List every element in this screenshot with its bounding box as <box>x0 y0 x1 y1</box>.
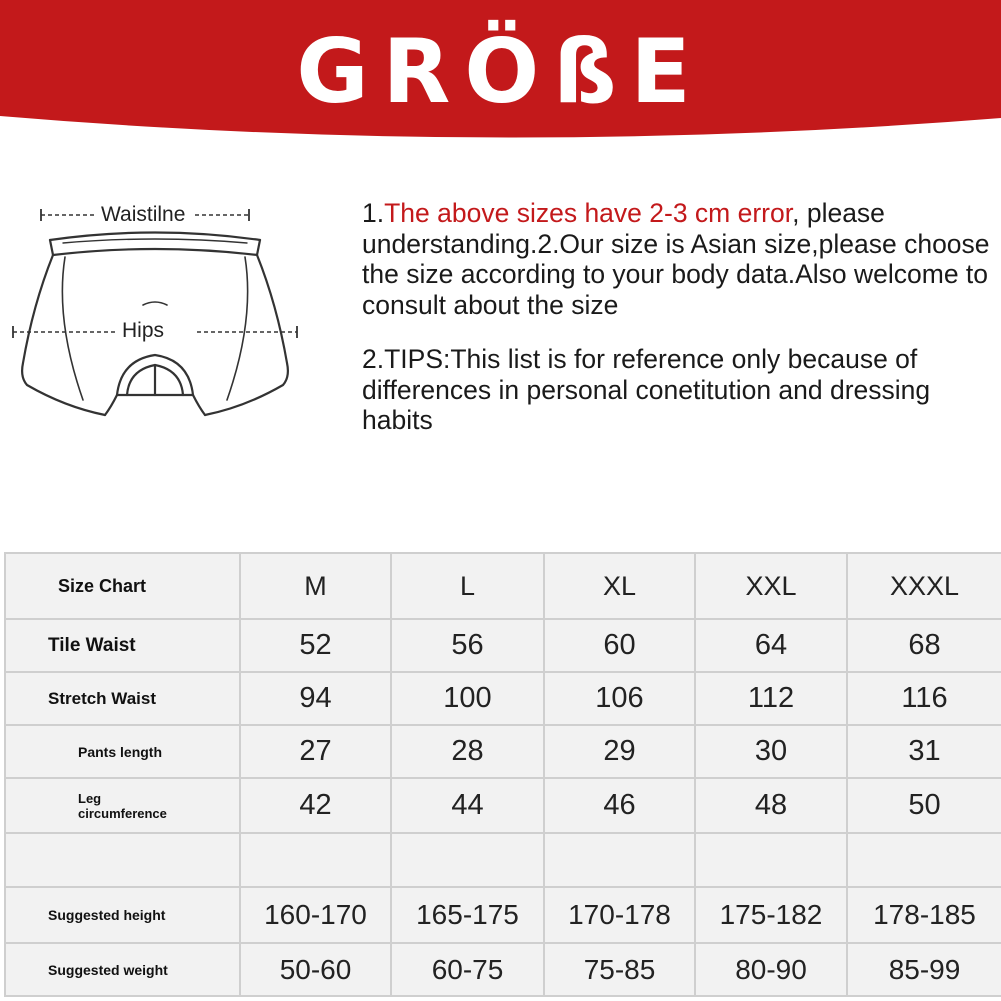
size-chart-table <box>4 552 1001 997</box>
size-header: L <box>391 553 544 619</box>
table-cell: 50 <box>847 778 1001 833</box>
size-header: XL <box>544 553 695 619</box>
table-cell: 52 <box>240 619 391 672</box>
table-cell: 29 <box>544 725 695 778</box>
note-1-rest: , please understanding.2.Our size is Asian size,please choose the size according to your body data.Also welcome to consult about the size <box>362 198 990 320</box>
table-cell: 27 <box>240 725 391 778</box>
empty-cell <box>5 833 240 887</box>
table-row-empty <box>5 833 1001 887</box>
shorts-diagram <box>5 195 305 445</box>
table-row <box>5 943 1001 996</box>
table-cell: 31 <box>847 725 1001 778</box>
table-cell: 94 <box>240 672 391 725</box>
table-cell: 56 <box>391 619 544 672</box>
table-cell: 44 <box>391 778 544 833</box>
row-label-leg-circumference <box>5 778 240 833</box>
empty-cell <box>847 833 1001 887</box>
table-cell: 68 <box>847 619 1001 672</box>
size-notes <box>362 198 992 436</box>
table-cell: 50-60 <box>240 943 391 996</box>
table-cell: 30 <box>695 725 847 778</box>
table-cell: 85-99 <box>847 943 1001 996</box>
table-cell: 48 <box>695 778 847 833</box>
table-cell: 100 <box>391 672 544 725</box>
hips-label: Hips <box>122 319 165 342</box>
table-cell: 60 <box>544 619 695 672</box>
table-cell: 75-85 <box>544 943 695 996</box>
table-row <box>5 672 1001 725</box>
table-row <box>5 778 1001 833</box>
table-row <box>5 619 1001 672</box>
table-cell: 106 <box>544 672 695 725</box>
empty-cell <box>391 833 544 887</box>
row-label-tile-waist: Tile Waist <box>5 619 240 672</box>
row-label-stretch-waist: Stretch Waist <box>5 672 240 725</box>
table-cell: 64 <box>695 619 847 672</box>
size-header: XXL <box>695 553 847 619</box>
table-cell: 170-178 <box>544 887 695 943</box>
title-banner <box>0 0 1001 150</box>
table-cell: 46 <box>544 778 695 833</box>
note-2-tips: 2.TIPS:This list is for reference only because of differences in personal conetitution and dressing habits <box>362 344 931 435</box>
table-cell: 60-75 <box>391 943 544 996</box>
table-cell: 28 <box>391 725 544 778</box>
table-cell: 178-185 <box>847 887 1001 943</box>
row-label-suggested-height: Suggested height <box>5 887 240 943</box>
waistline-label: Waistilne <box>101 203 186 226</box>
table-header-row <box>5 553 1001 619</box>
note-1 <box>362 198 992 320</box>
row-label-leg-line1: Leg <box>78 790 102 806</box>
table-row <box>5 887 1001 943</box>
table-cell: 42 <box>240 778 391 833</box>
banner-title: GRÖßE <box>296 20 705 123</box>
note-1-prefix: 1. <box>362 198 385 228</box>
size-header: M <box>240 553 391 619</box>
table-cell: 80-90 <box>695 943 847 996</box>
table-cell: 116 <box>847 672 1001 725</box>
row-label-pants-length: Pants length <box>5 725 240 778</box>
row-label-leg-line2: circumference <box>78 805 167 821</box>
empty-cell <box>240 833 391 887</box>
table-cell: 175-182 <box>695 887 847 943</box>
table-cell: 112 <box>695 672 847 725</box>
table-cell: 165-175 <box>391 887 544 943</box>
note-1-error-highlight: The above sizes have 2-3 cm error <box>384 198 793 228</box>
size-header: XXXL <box>847 553 1001 619</box>
empty-cell <box>695 833 847 887</box>
size-chart-label: Size Chart <box>5 553 240 619</box>
table-row <box>5 725 1001 778</box>
empty-cell <box>544 833 695 887</box>
row-label-suggested-weight: Suggested weight <box>5 943 240 996</box>
table-cell: 160-170 <box>240 887 391 943</box>
